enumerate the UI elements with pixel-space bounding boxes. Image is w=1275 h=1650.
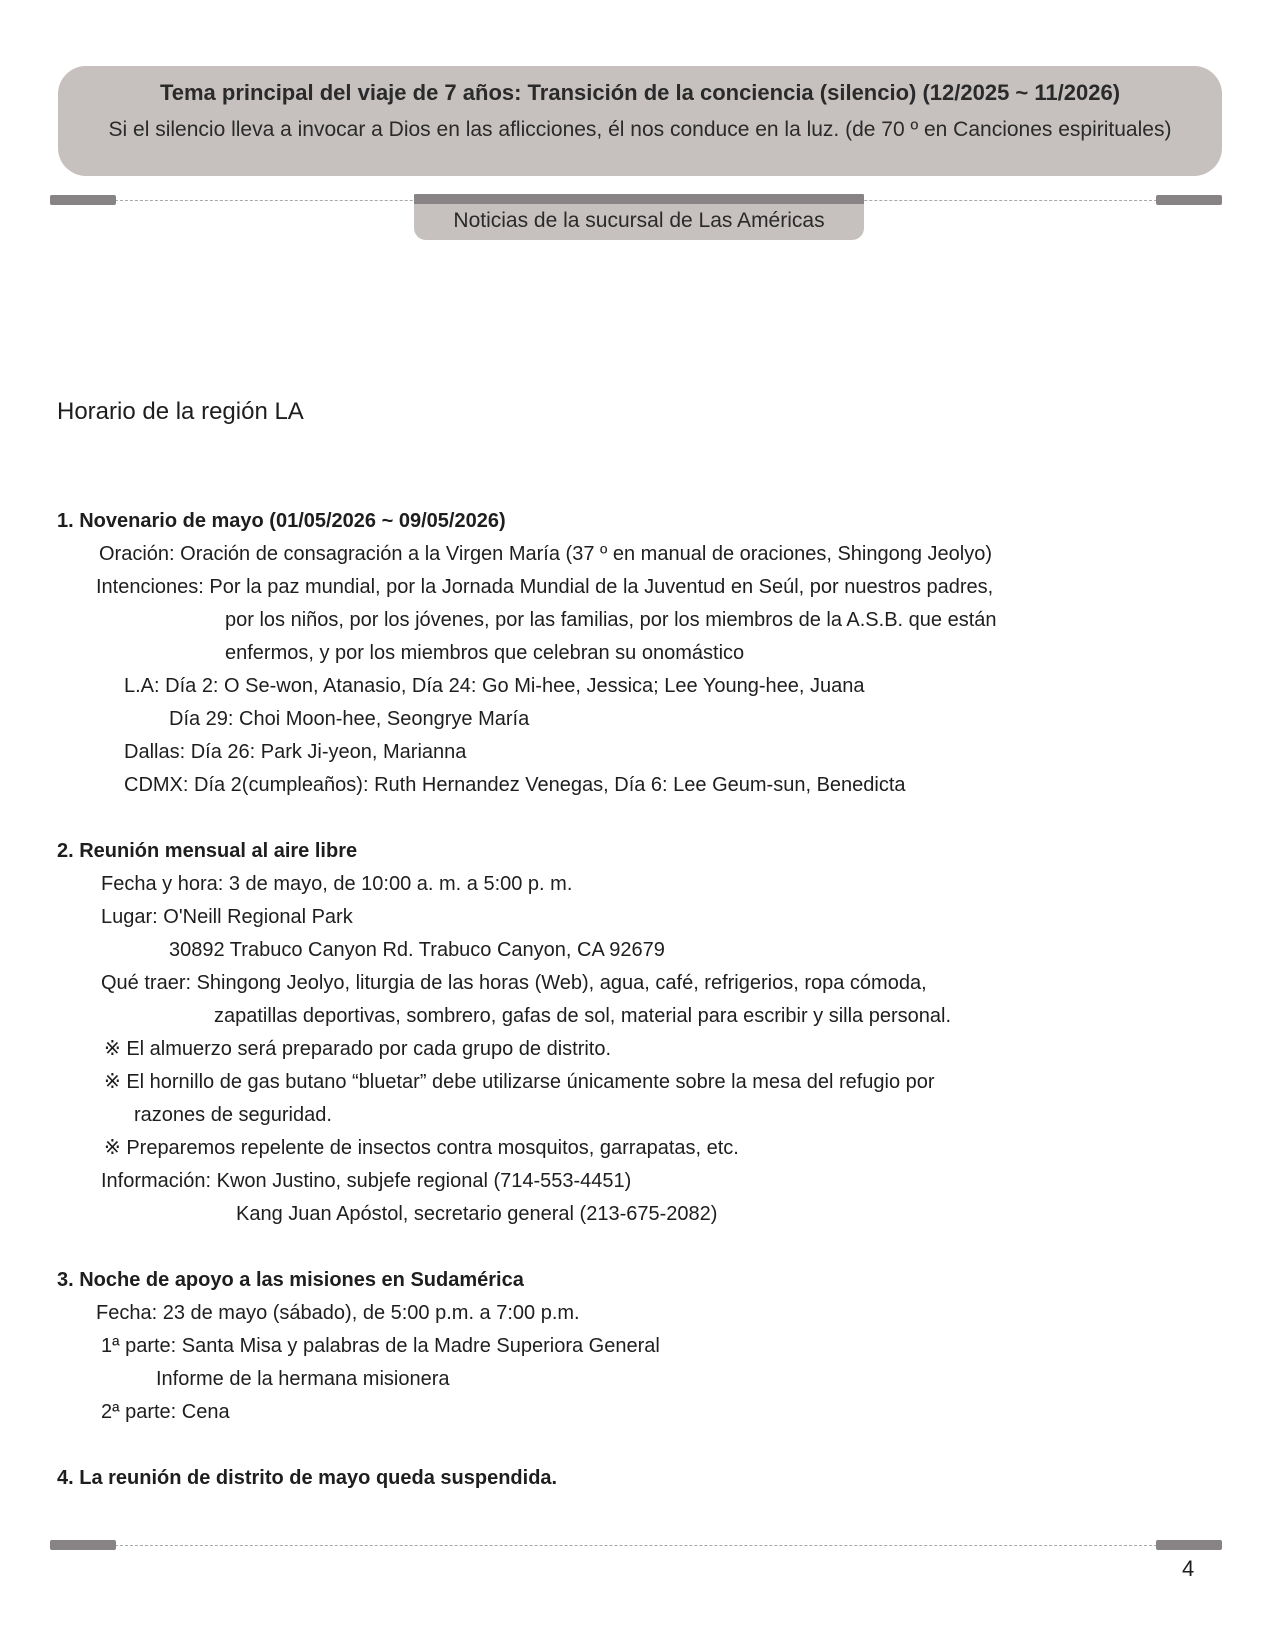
section-1-line: Intenciones: Por la paz mundial, por la Jornada Mundial de la Juventud en Seúl, por nuestros padres, [96, 576, 994, 598]
section-1-title: 1. Novenario de mayo (01/05/2026 ~ 09/05/2026) [57, 510, 506, 532]
page-number: 4 [1182, 1556, 1195, 1581]
section-4-title: 4. La reunión de distrito de mayo queda suspendida. [57, 1467, 558, 1489]
section-2-line: zapatillas deportivas, sombrero, gafas de sol, material para escribir y silla personal. [214, 1005, 952, 1027]
section-1-line: CDMX: Día 2(cumpleaños): Ruth Hernandez Venegas, Día 6: Lee Geum-sun, Benedicta [124, 774, 906, 796]
section-1-line: L.A: Día 2: O Se-won, Atanasio, Día 24: Go Mi-hee, Jessica; Lee Young-hee, Juana [124, 675, 865, 697]
divider-cap-left [50, 195, 116, 205]
section-2-note: ※ El hornillo de gas butano “bluetar” debe utilizarse únicamente sobre la mesa del refugio por [104, 1071, 935, 1093]
section-1-line: enfermos, y por los miembros que celebran su onomástico [225, 642, 745, 664]
section-2-note: ※ El almuerzo será preparado por cada grupo de distrito. [104, 1038, 612, 1060]
section-2-line: Qué traer: Shingong Jeolyo, liturgia de las horas (Web), agua, café, refrigerios, ropa cómoda, [101, 972, 927, 994]
theme-title: Tema principal del viaje de 7 años: Transición de la conciencia (silencio) (12/2025 ~ 11/2026) [159, 80, 1121, 105]
footer-cap-left [50, 1540, 116, 1550]
section-3-line: Fecha: 23 de mayo (sábado), de 5:00 p.m. a 7:00 p.m. [96, 1302, 580, 1324]
section-2-line: Fecha y hora: 3 de mayo, de 10:00 a. m. a 5:00 p. m. [101, 873, 573, 895]
page-title: Horario de la región LA [57, 398, 304, 425]
section-1-line: Oración: Oración de consagración a la Virgen María (37 º en manual de oraciones, Shingong Jeolyo) [99, 543, 993, 565]
section-3-line: 2ª parte: Cena [101, 1401, 230, 1423]
section-2-line: Información: Kwon Justino, subjefe regional (714-553-4451) [101, 1170, 632, 1192]
section-tab [414, 194, 864, 240]
section-2-line: 30892 Trabuco Canyon Rd. Trabuco Canyon, CA 92679 [169, 939, 665, 961]
footer-cap-right [1156, 1540, 1222, 1550]
section-2-title: 2. Reunión mensual al aire libre [57, 840, 358, 862]
section-2-line: Kang Juan Apóstol, secretario general (213-675-2082) [236, 1203, 718, 1225]
section-3-title: 3. Noche de apoyo a las misiones en Sudamérica [57, 1269, 524, 1291]
section-3-line: 1ª parte: Santa Misa y palabras de la Madre Superiora General [101, 1335, 660, 1357]
section-2-note: ※ Preparemos repelente de insectos contra mosquitos, garrapatas, etc. [104, 1137, 739, 1159]
section-1-line: Dallas: Día 26: Park Ji-yeon, Marianna [124, 741, 467, 763]
section-2-line: razones de seguridad. [134, 1104, 332, 1126]
section-1-line: por los niños, por los jóvenes, por las familias, por los miembros de la A.S.B. que están [225, 609, 997, 631]
theme-banner [58, 66, 1222, 176]
section-3-line: Informe de la hermana misionera [156, 1368, 450, 1390]
footer-divider [50, 1545, 1222, 1546]
section-1-line: Día 29: Choi Moon-hee, Seongrye María [169, 708, 530, 730]
section-2-line: Lugar: O'Neill Regional Park [101, 906, 353, 928]
section-tab-bar [414, 194, 864, 204]
theme-quote: Si el silencio lleva a invocar a Dios en las aflicciones, él nos conduce en la luz. (de 70 º en Canciones espirituales) [108, 118, 1172, 141]
divider-cap-right [1156, 195, 1222, 205]
section-tab-label: Noticias de la sucursal de Las Américas [453, 209, 825, 232]
